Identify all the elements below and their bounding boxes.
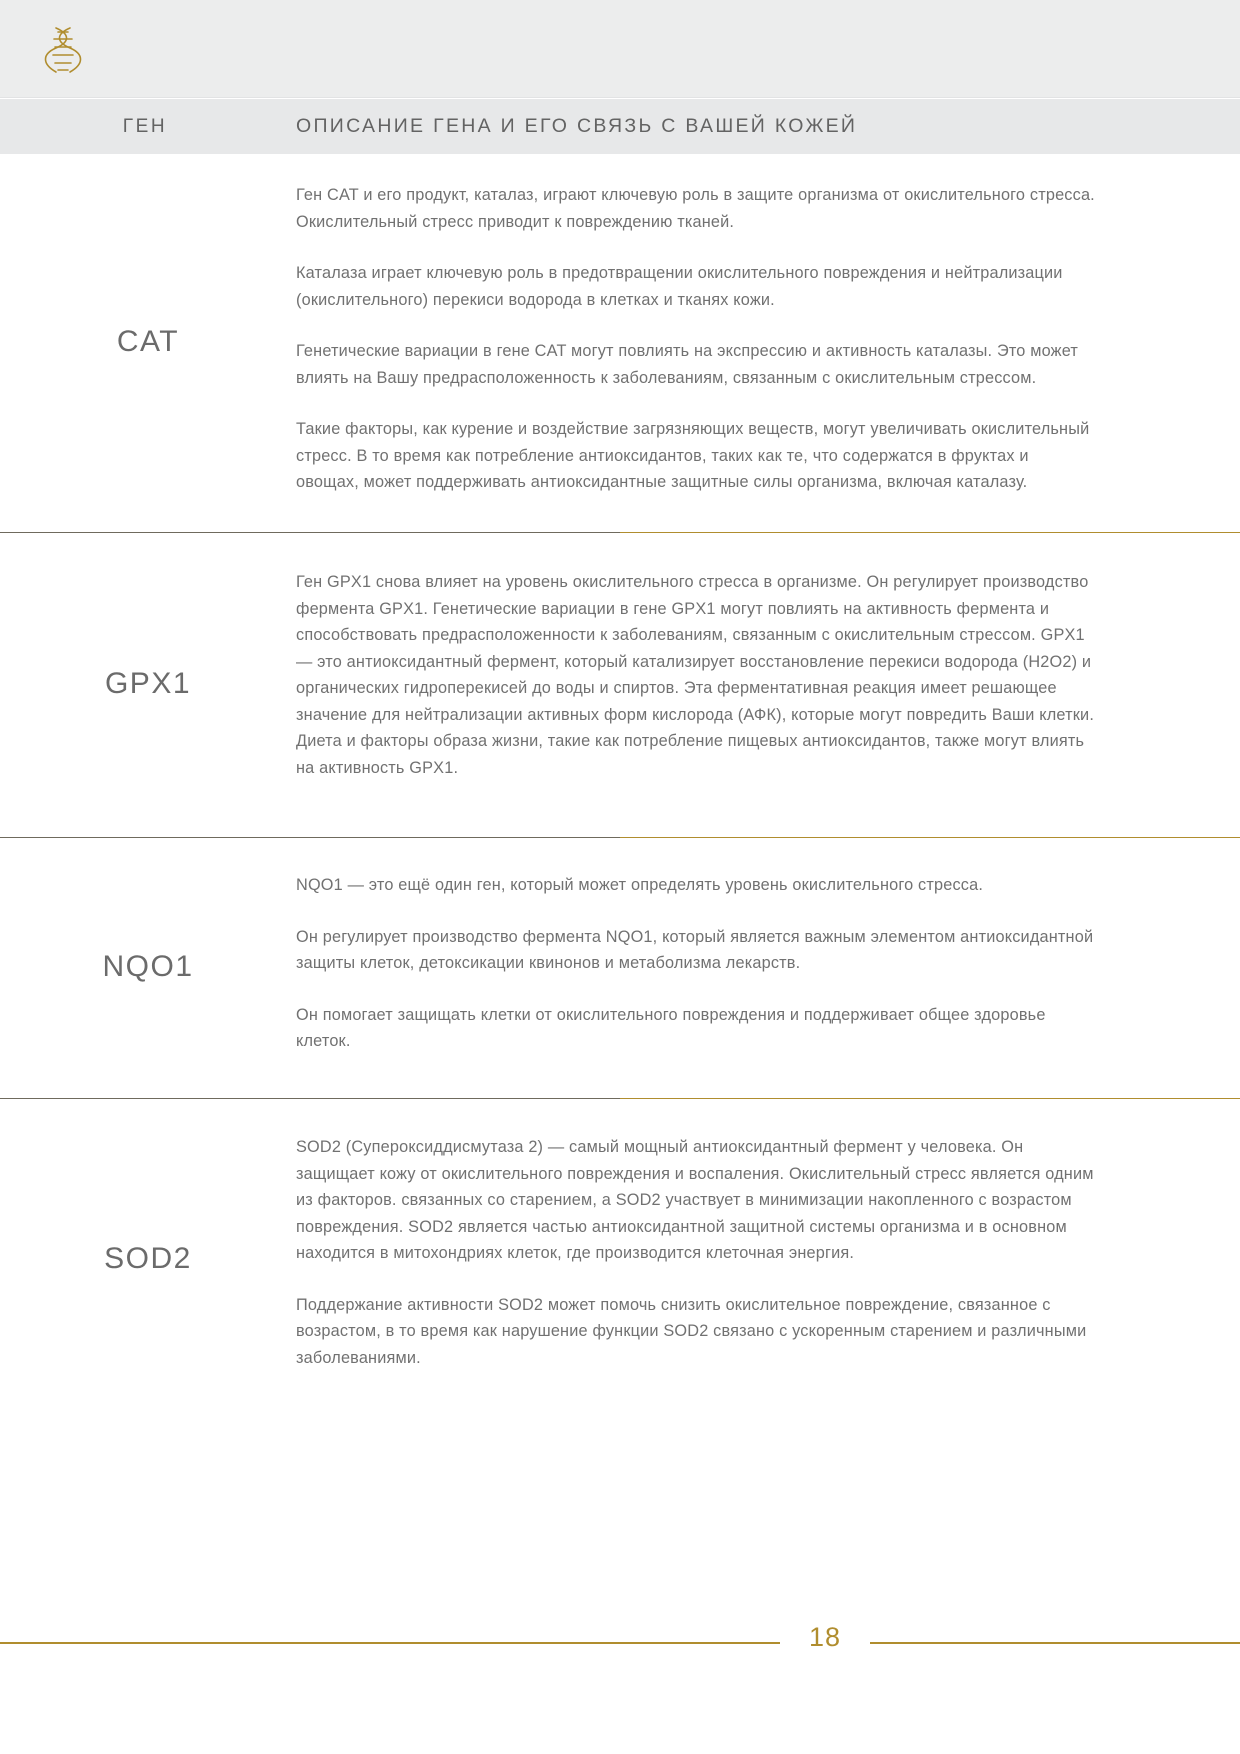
gene-name: CAT: [116, 325, 180, 358]
column-header-description: ОПИСАНИЕ ГЕНА И ЕГО СВЯЗЬ С ВАШЕЙ КОЖЕЙ: [296, 115, 858, 137]
paragraph: Ген CAT и его продукт, каталаз, играют ключевую роль в защите организма от окислительного стресса. Окислительный стресс приводит к повреждению тканей.: [296, 186, 1095, 231]
top-bar: [0, 0, 1240, 98]
table-row: [0, 1099, 1240, 1414]
page-footer: [0, 1622, 1240, 1662]
gene-description: [296, 872, 1240, 1055]
gene-description: [296, 182, 1240, 496]
footer-rule-right: [870, 1642, 1240, 1644]
column-header-gene: ГЕН: [122, 115, 168, 137]
paragraph: Ген GPX1 снова влияет на уровень окислительного стресса в организме. Он регулирует производство фермента GPX1. Генетические вариации в гене GPX1 могут повлиять на активность фермента и способствовать предрасположенности к заболеваниям, связанным с окислительным стрессом. GPX1 — это антиоксидантный фермент, который катализирует восстановление перекиси водорода (H2O2) и органических гидроперекисей до воды и спиртов. Эта ферментативная реакция имеет решающее значение для нейтрализации активных форм кислорода (АФК), которые могут повредить Ваши клетки. Диета и факторы образа жизни, такие как потребление пищевых антиоксидантов, также могут влиять на активность GPX1.: [296, 573, 1095, 777]
paragraph: NQO1 — это ещё один ген, который может определять уровень окислительного стресса.: [296, 876, 984, 894]
gene-name: SOD2: [104, 1242, 192, 1275]
gene-name: NQO1: [102, 950, 194, 983]
gene-name: GPX1: [104, 667, 192, 700]
gene-table-body: [0, 154, 1240, 1414]
paragraph: SOD2 (Супероксиддисмутаза 2) — самый мощный антиоксидантный фермент у человека. Он защищает кожу от окислительного повреждения и воспаления. Окислительный стресс является одним из факторов. связанных со старением, а SOD2 участвует в минимизации накопленного с возрастом повреждения. SOD2 является частью антиоксидантной защитной системы организма и в основном находится в митохондриях клеток, где производится клеточная энергия.: [296, 1138, 1094, 1262]
paragraph: Поддержание активности SOD2 может помочь снизить окислительное повреждение, связанное с возрастом, в то время как нарушение функции SOD2 связано с ускоренным старением и различными заболеваниями.: [296, 1295, 1087, 1367]
paragraph: Генетические вариации в гене CAT могут повлиять на экспрессию и активность каталазы. Это может влиять на Вашу предрасположенность к заболеваниям, связанным с окислительным стрессом.: [296, 342, 1079, 387]
dna-helix-logo-icon: [40, 22, 86, 78]
gene-description: [296, 1134, 1240, 1371]
footer-rule-left: [0, 1642, 780, 1644]
gene-description: [296, 569, 1240, 781]
table-row: [0, 838, 1240, 1098]
paragraph: Он регулирует производство фермента NQO1, который является важным элементом антиоксидантной защиты клеток, детоксикации квинонов и метаболизма лекарств.: [296, 927, 1094, 972]
table-row: [0, 533, 1240, 837]
table-row: [0, 154, 1240, 532]
paragraph: Каталаза играет ключевую роль в предотвращении окислительного повреждения и нейтрализации (окислительного) перекиси водорода в клетках и тканях кожи.: [296, 264, 1063, 309]
paragraph: Такие факторы, как курение и воздействие загрязняющих веществ, могут увеличивать окислительный стресс. В то время как потребление антиоксидантов, таких как те, что содержатся в фруктах и овощах, может поддерживать антиоксидантные защитные силы организма, включая каталазу.: [296, 420, 1090, 491]
page-number: 18: [808, 1622, 842, 1652]
table-header: [0, 99, 1240, 154]
paragraph: Он помогает защищать клетки от окислительного повреждения и поддерживает общее здоровье клеток.: [296, 1005, 1046, 1050]
